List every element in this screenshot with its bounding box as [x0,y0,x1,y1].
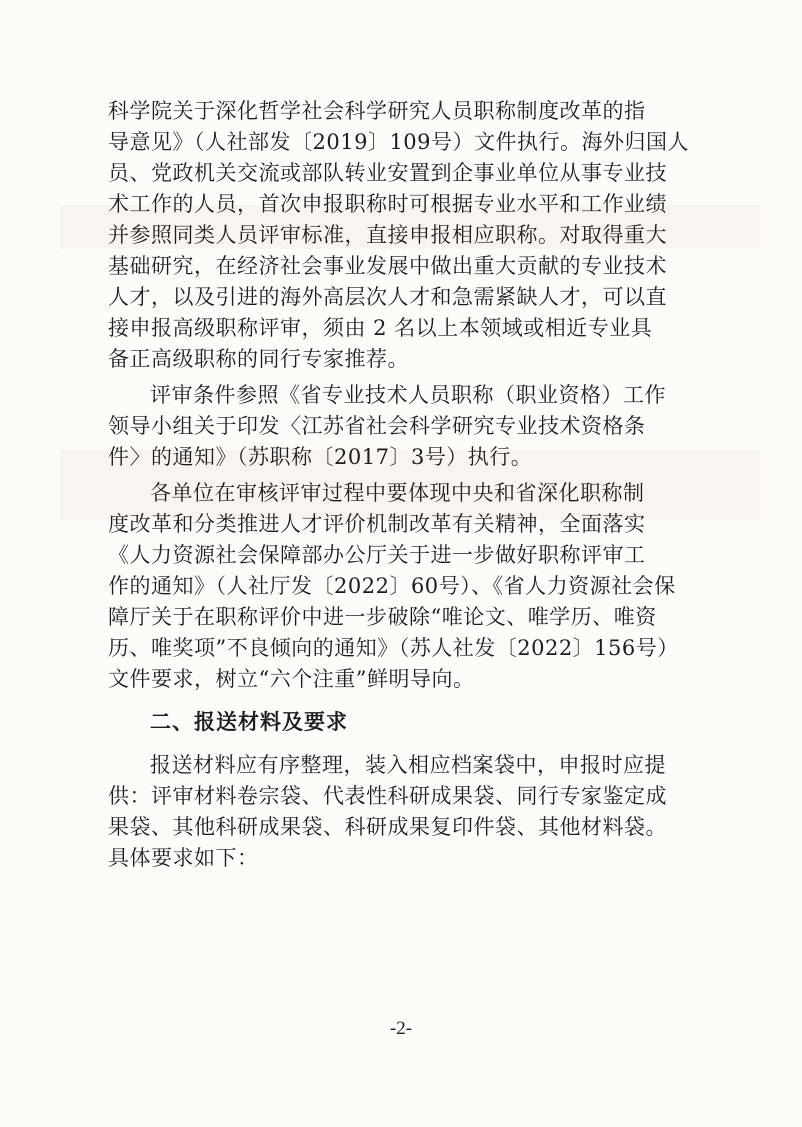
text-line: 人才，以及引进的海外高层次人才和急需紧缺人才，可以直 [108,285,667,309]
paragraph-3 [108,478,698,695]
text-line: 各单位在审核评审过程中要体现中央和省深化职称制 [150,481,645,505]
text-line: 员、党政机关交流或部队转业安置到企事业单位从事专业技 [108,161,667,185]
text-line: 科学院关于深化哲学社会科学研究人员职称制度改革的指 [108,99,646,123]
text-line: 报送材料应有序整理，装入相应档案袋中，申报时应提 [150,753,666,777]
text-line: 果袋、其他科研成果袋、科研成果复印件袋、其他材料袋。 [108,815,667,839]
text-line: 评审条件参照《省专业技术人员职称（职业资格）工作 [150,383,666,407]
text-line: 障厅关于在职称评价中进一步破除“唯论文、唯学历、唯资 [108,605,657,629]
text-line: 作的通知》（人社厅发〔2022〕60号）、《省人力资源社会保 [108,574,676,598]
text-line: 备正高级职称的同行专家推荐。 [108,347,409,371]
text-line: 《人力资源社会保障部办公厅关于进一步做好职称评审工 [108,543,646,567]
text-line: 基础研究，在经济社会事业发展中做出重大贡献的专业技术 [108,254,667,278]
text-line: 件〉的通知》（苏职称〔2017〕3号）执行。 [108,445,533,469]
paragraph-4 [108,750,698,874]
text-line: 供：评审材料卷宗袋、代表性科研成果袋、同行专家鉴定成 [108,784,667,808]
text-line: 接申报高级职称评审，须由 2 名以上本领域或相近专业具 [108,316,653,340]
text-line: 导意见》（人社部发〔2019〕109号）文件执行。海外归国人 [108,130,690,154]
section-heading: 二、报送材料及要求 [150,710,348,734]
text-line: 并参照同类人员评审标准，直接申报相应职称。对取得重大 [108,223,667,247]
page-number: -2- [389,1018,413,1039]
paragraph-1 [108,96,698,375]
paragraph-2 [108,380,698,473]
text-line: 具体要求如下： [108,846,259,870]
text-line: 度改革和分类推进人才评价机制改革有关精神，全面落实 [108,512,646,536]
text-line: 文件要求，树立“六个注重”鲜明导向。 [108,667,475,691]
text-line: 术工作的人员，首次申报职称时可根据专业水平和工作业绩 [108,192,667,216]
text-line: 领导小组关于印发〈江苏省社会科学研究专业技术资格条 [108,414,646,438]
text-line: 历、唯奖项”不良倾向的通知》（苏人社发〔2022〕156号） [108,636,679,660]
document-body [108,96,698,879]
